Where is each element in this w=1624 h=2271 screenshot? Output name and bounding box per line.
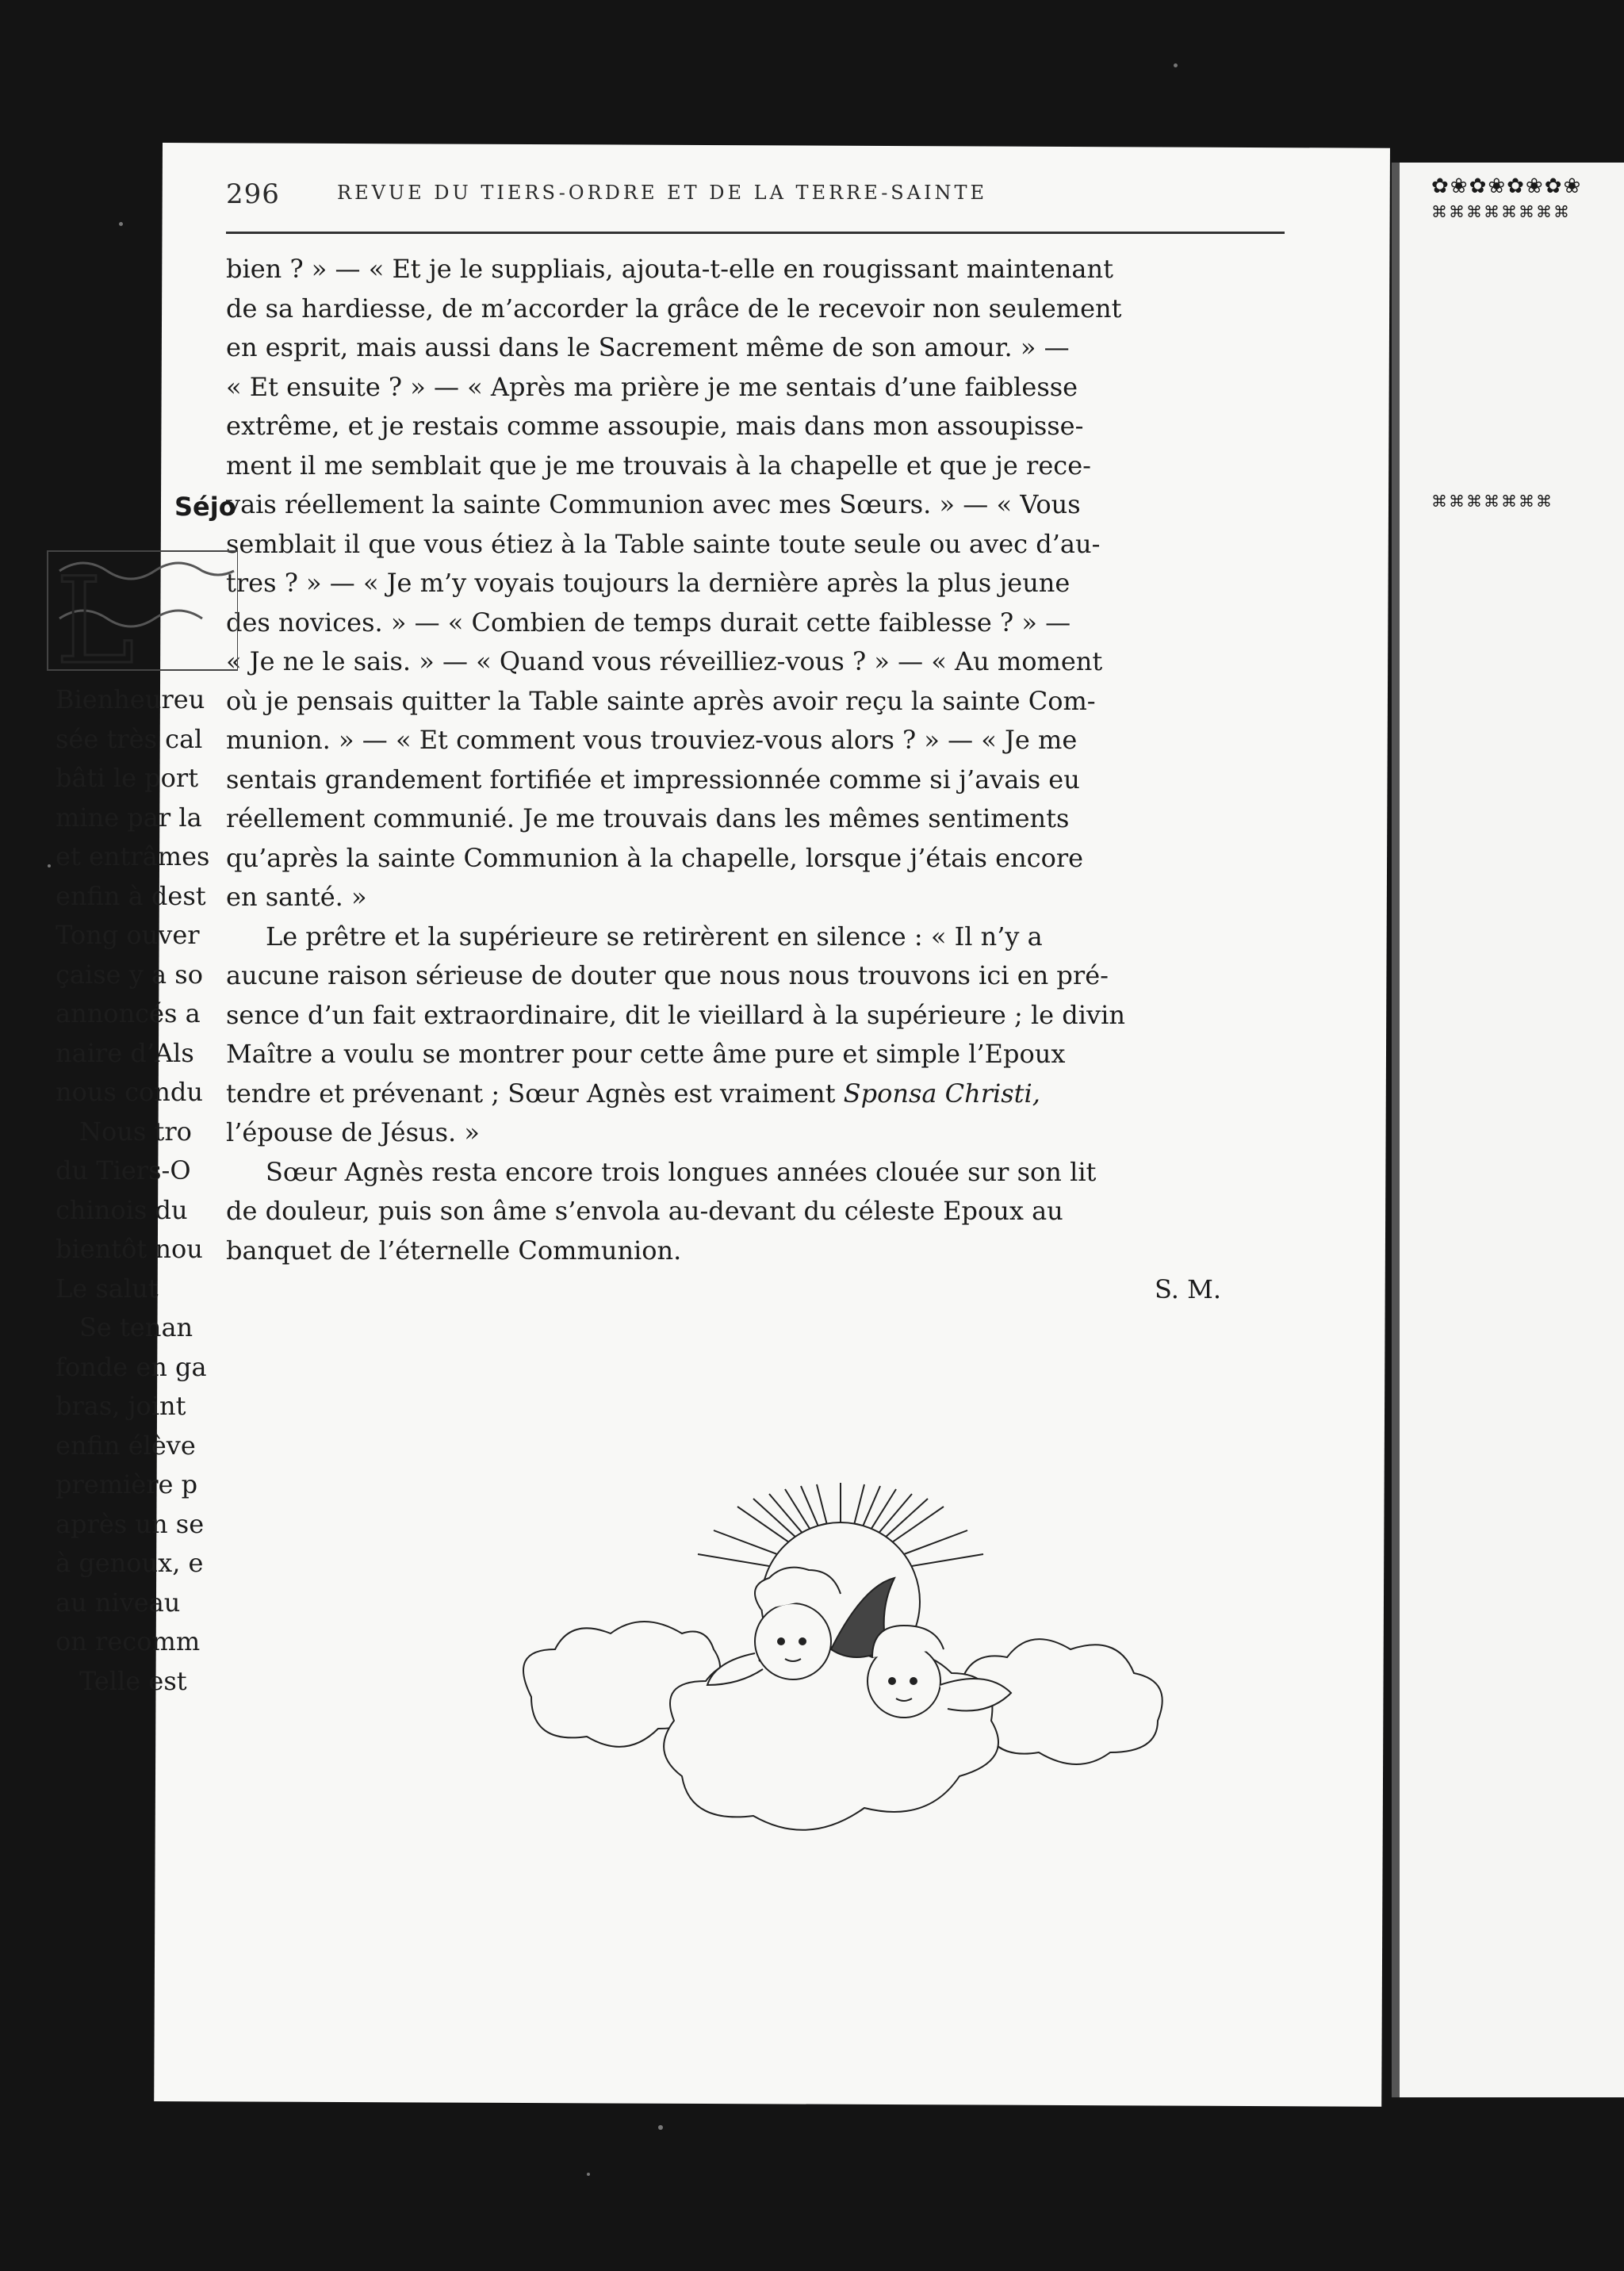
text-line: du Tiers-O [56, 1155, 191, 1185]
text-fragment: tendre et prévenant ; Sœur Agnès est vraiment [226, 1078, 836, 1109]
text-line: réellement communié. Je me trouvais dans les mêmes sentiments [226, 803, 1070, 833]
dropcap-ornament [44, 547, 238, 674]
text-line: Bienheureu [56, 684, 205, 714]
text-line: en santé. » [226, 882, 367, 912]
page-header [226, 178, 1281, 226]
text-line: bien ? » — « Et je le suppliais, ajouta-t-elle en rougissant maintenant [226, 254, 1113, 284]
text-line: première p [56, 1469, 198, 1499]
text-line: Le prêtre et la supérieure se retirèrent en silence : « Il n’y a [266, 921, 1043, 952]
dust-speck [119, 222, 123, 226]
text-line: bras, joint [56, 1391, 186, 1421]
right-page [1392, 163, 1624, 2097]
text-line: extrême, et je restais comme assoupie, mais dans mon assoupisse- [226, 411, 1084, 441]
cherub-vignette [500, 1483, 1197, 1887]
text-line: Telle est [79, 1665, 187, 1696]
text-line: Se tenan [79, 1312, 193, 1342]
text-line: enfin à dest [56, 880, 206, 911]
text-line: naire d’Als [56, 1037, 194, 1068]
dropcap-letter: L [56, 553, 135, 674]
text-line: tres ? » — « Je m’y voyais toujours la dernière après la plus jeune [226, 568, 1071, 598]
text-line: mine par la [56, 802, 202, 833]
text-line: de douleur, puis son âme s’envola au-devant du céleste Epoux au [226, 1196, 1063, 1226]
running-head: REVUE DU TIERS-ORDRE ET DE LA TERRE-SAINTE [337, 182, 988, 204]
dust-speck [587, 2173, 590, 2176]
article-title-fragment: Séjo [174, 492, 236, 522]
text-line: sence d’un fait extraordinaire, dit le vieillard à la supérieure ; le divin [226, 999, 1125, 1030]
text-line: sée très cal [56, 723, 203, 754]
text-line: Tong ouver [56, 920, 200, 950]
text-line: « Je ne le sais. » — « Quand vous réveilliez-vous ? » — « Au moment [226, 646, 1103, 676]
text-line: et entrâmes [56, 841, 210, 871]
text-line: aucune raison sérieuse de douter que nous nous trouvons ici en pré- [226, 960, 1109, 990]
ornament-band: ⌘⌘⌘⌘⌘⌘⌘⌘ [1431, 202, 1571, 221]
text-line: en esprit, mais aussi dans le Sacrement même de son amour. » — [226, 332, 1070, 362]
body-text [226, 250, 1281, 1310]
ornament-top: ✿❀✿❀✿❀✿❀ [1431, 174, 1583, 198]
text-line: au niveau [56, 1587, 181, 1618]
text-line: bientôt nou [56, 1234, 203, 1264]
text-line: à genoux, e [56, 1548, 204, 1578]
text-line: ment il me semblait que je me trouvais à la chapelle et que je rece- [226, 450, 1091, 481]
text-line: l’épouse de Jésus. » [226, 1117, 480, 1147]
text-line: sentais grandement fortifiée et impressionnée comme si j’avais eu [226, 764, 1080, 795]
text-line: çaise y a so [56, 959, 203, 990]
text-line: chinois du [56, 1194, 188, 1225]
text-line: Maître a voulu se montrer pour cette âme pure et simple l’Epoux [226, 1039, 1066, 1069]
text-line [226, 1074, 1281, 1114]
text-line: annoncés a [56, 998, 201, 1028]
text-line: vais réellement la sainte Communion avec mes Sœurs. » — « Vous [226, 489, 1081, 519]
text-line: enfin élève [56, 1430, 196, 1461]
text-line: munion. » — « Et comment vous trouviez-vous alors ? » — « Je me [226, 725, 1078, 755]
text-line: bâti le port [56, 763, 199, 793]
author-signature: S. M. [1154, 1274, 1221, 1304]
text-line: Sœur Agnès resta encore trois longues années clouée sur son lit [266, 1156, 1097, 1187]
text-line: où je pensais quitter la Table sainte après avoir reçu la sainte Com- [226, 685, 1096, 716]
text-line: Le salut [56, 1273, 159, 1304]
text-line: banquet de l’éternelle Communion. [226, 1235, 682, 1266]
dust-speck [1174, 63, 1178, 67]
text-line: qu’après la sainte Communion à la chapelle, lorsque j’étais encore [226, 842, 1084, 873]
page-number: 296 [226, 178, 280, 210]
dust-speck [48, 864, 51, 867]
text-line: des novices. » — « Combien de temps durait cette faiblesse ? » — [226, 607, 1071, 638]
latin-phrase: Sponsa Christi, [843, 1078, 1040, 1109]
text-line: semblait il que vous étiez à la Table sainte toute seule ou avec d’au- [226, 528, 1101, 559]
text-line: « Et ensuite ? » — « Après ma prière je me sentais d’une faiblesse [226, 371, 1078, 402]
text-line: fonde en ga [56, 1351, 207, 1382]
text-line: après un se [56, 1508, 205, 1539]
header-rule [226, 232, 1285, 234]
ornament-mid: ⌘⌘⌘⌘⌘⌘⌘ [1431, 492, 1553, 511]
text-line: nous condu [56, 1077, 203, 1107]
right-page-text [56, 680, 209, 1701]
text-line: Nous tro [79, 1116, 192, 1147]
dust-speck [658, 2125, 663, 2130]
text-line: on recomm [56, 1626, 201, 1656]
text-line: de sa hardiesse, de m’accorder la grâce de le recevoir non seulement [226, 293, 1122, 324]
